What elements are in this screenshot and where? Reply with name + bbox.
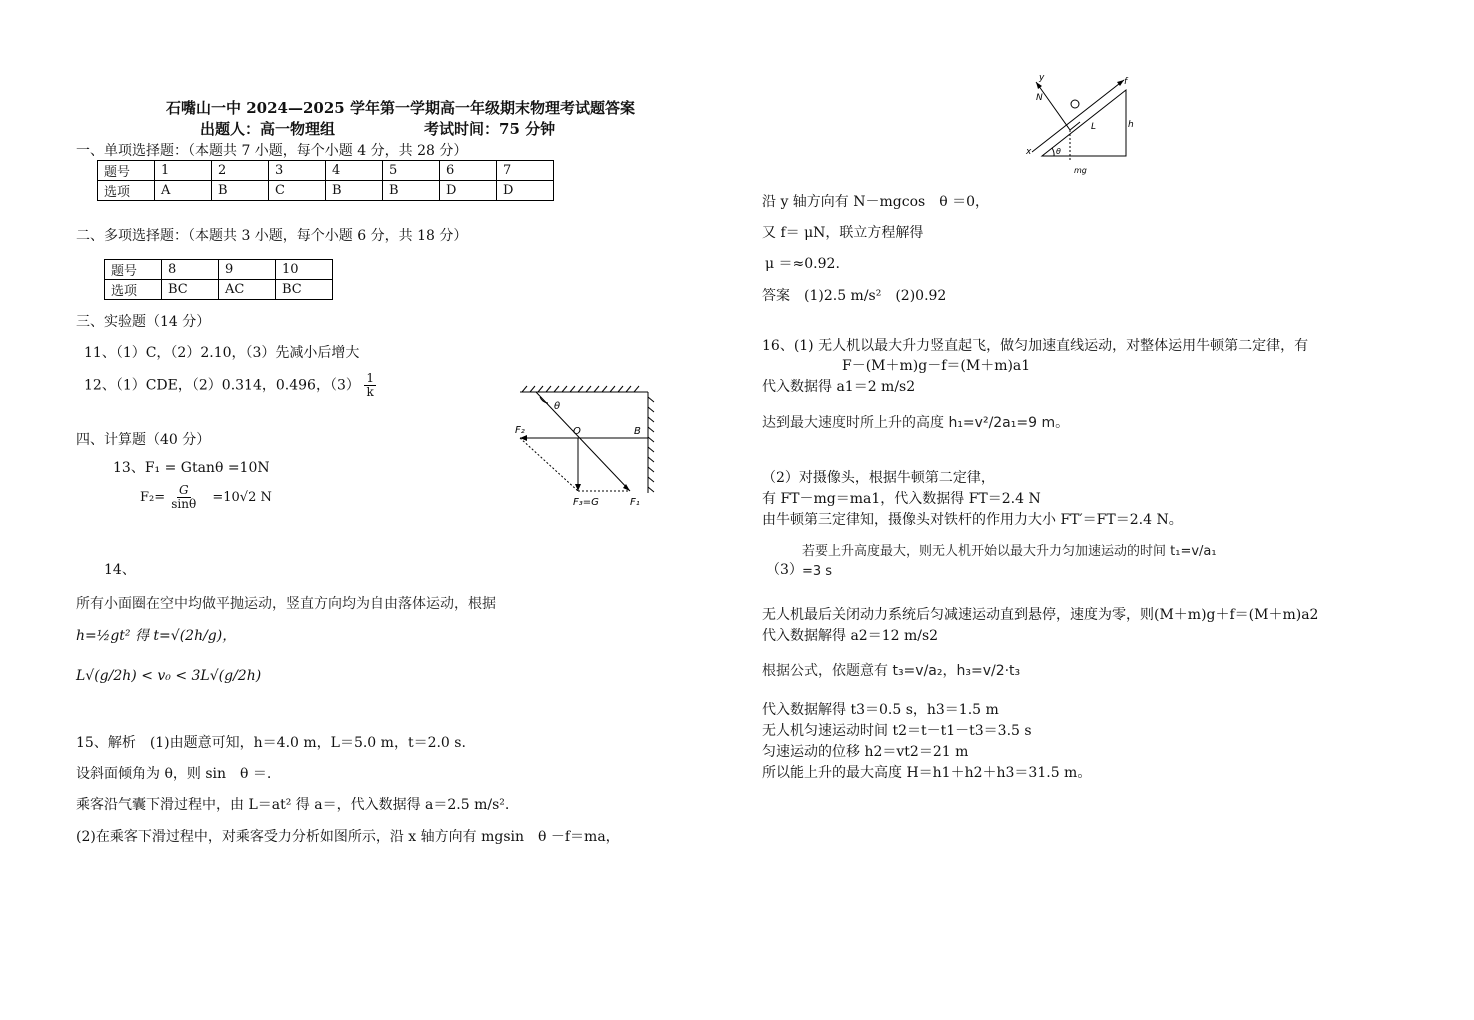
table-label-answer: 选项 — [105, 280, 162, 300]
table-cell: 10 — [276, 260, 333, 280]
label-y: y — [1039, 73, 1045, 83]
table-label-question: 题号 — [105, 260, 162, 280]
q13-f2-label: F₂= — [140, 490, 166, 505]
answer-q15-line7: μ ＝≈0.92. — [765, 256, 840, 272]
answer-q13-line2 — [140, 484, 272, 511]
answer-q16-line3: 代入数据得 a1＝2 m/s2 — [762, 379, 916, 395]
table-cell: 3 — [269, 161, 326, 181]
table-cell: D — [497, 181, 554, 201]
answer-q16-line9b: =3 s — [802, 564, 833, 579]
answer-q15-line6: 又 f＝ μN，联立方程解得 — [762, 225, 924, 241]
table-cell: 1 — [155, 161, 212, 181]
answer-q16-line5: （2）对摄像头，根据牛顿第二定律， — [762, 470, 995, 486]
answer-q15-final: 答案 (1)2.5 m/s² (2)0.92 — [762, 288, 947, 304]
answer-q16-line15: 匀速运动的位移 h2＝vt2＝21 m — [762, 744, 969, 760]
fraction-denominator: k — [366, 385, 374, 399]
table-cell: B — [212, 181, 269, 201]
table-cell: C — [269, 181, 326, 201]
label-f: f — [1124, 77, 1128, 87]
answer-q15-line1: 15、解析 (1)由题意可知，h＝4.0 m，L＝5.0 m，t＝2.0 s. — [76, 735, 466, 751]
table-label-answer: 选项 — [98, 181, 155, 201]
answer-q11: 11、（1）C，（2）2.10，（3）先减小后增大 — [84, 345, 360, 361]
fraction-denominator: sinθ — [171, 497, 197, 511]
label-f1: F₁ — [630, 497, 640, 508]
answer-q16-line16: 所以能上升的最大高度 H＝h1＋h2＋h3＝31.5 m。 — [762, 765, 1092, 781]
label-h: h — [1128, 120, 1134, 130]
answer-q16-line13: 代入数据解得 t3＝0.5 s，h3＝1.5 m — [762, 702, 999, 718]
label-mg: mg — [1074, 166, 1087, 175]
table-label-question: 题号 — [98, 161, 155, 181]
label-x: x — [1026, 147, 1032, 157]
answer-q15-line5: 沿 y 轴方向有 N－mgcos θ ＝0， — [762, 194, 989, 210]
answer-q16-line12: 根据公式，依题意有 t₃=v/a₂，h₃=v/2·t₃ — [762, 663, 1021, 679]
table-cell: BC — [276, 280, 333, 300]
table-cell: A — [155, 181, 212, 201]
force-diagram-incline — [1024, 72, 1144, 177]
answer-q16-line14: 无人机匀速运动时间 t2＝t－t1－t3＝3.5 s — [762, 723, 1032, 739]
section1-heading: 一、单项选择题：（本题共 7 小题，每个小题 4 分，共 28 分） — [76, 143, 468, 159]
fraction — [169, 484, 198, 511]
table-cell: B — [383, 181, 440, 201]
table-cell: 2 — [212, 161, 269, 181]
label-theta: θ — [1056, 147, 1061, 156]
answer-q16-line9a: （3） — [766, 562, 803, 578]
answer-q15-line4: (2)在乘客下滑过程中，对乘客受力分析如图所示，沿 x 轴方向有 mgsin θ －f＝ma， — [76, 829, 620, 845]
answer-q16-line10: 无人机最后关闭动力系统后匀减速运动直到悬停，速度为零，则(M＋m)g＋f＝(M＋m)a2 — [762, 607, 1319, 623]
label-f2: F₂ — [515, 425, 525, 436]
table-cell: 7 — [497, 161, 554, 181]
section2-heading: 二、多项选择题：（本题共 3 小题，每个小题 6 分，共 18 分） — [76, 228, 468, 244]
force-diagram-rope — [510, 385, 660, 510]
answer-q16-line7: 由牛顿第三定律知，摄像头对铁杆的作用力大小 FT′＝FT＝2.4 N。 — [762, 512, 1183, 528]
answer-q12 — [84, 372, 376, 399]
answer-q14-label: 14、 — [104, 562, 136, 578]
section3-heading: 三、实验题（14 分） — [76, 314, 211, 330]
multi-choice-table — [104, 259, 333, 300]
answer-q15-line2: 设斜面倾角为 θ，则 sin θ ＝. — [76, 766, 272, 782]
table-cell: BC — [162, 280, 219, 300]
page-title: 石嘴山一中 2024—2025 学年第一学期高一年级期末物理考试题答案 — [166, 99, 635, 117]
table-cell: 9 — [219, 260, 276, 280]
table-cell: AC — [219, 280, 276, 300]
label-o: O — [573, 426, 581, 437]
answer-q16-line6: 有 FT－mg＝ma1，代入数据得 FT＝2.4 N — [762, 491, 1041, 507]
label-theta: θ — [554, 401, 561, 412]
author-line: 出题人：高一物理组 — [200, 120, 336, 138]
table-cell: 5 — [383, 161, 440, 181]
answer-q16-line8: 若要上升高度最大，则无人机开始以最大升力匀加速运动的时间 t₁=v/a₁ — [802, 544, 1217, 559]
exam-time: 考试时间：75 分钟 — [424, 120, 556, 138]
fraction — [364, 372, 376, 399]
table-cell: 6 — [440, 161, 497, 181]
label-f3: F₃=G — [573, 497, 599, 508]
label-b: B — [634, 426, 641, 437]
q13-result: =10√2 N — [212, 490, 272, 505]
table-cell: 8 — [162, 260, 219, 280]
answer-q14-text: 所有小面圈在空中均做平抛运动，竖直方向均为自由落体运动，根据 — [76, 596, 496, 612]
answer-q12-text: 12、（1）CDE，（2）0.314，0.496，（3） — [84, 377, 360, 394]
answer-q13-line1: 13、F₁ = Gtanθ =10N — [113, 460, 270, 476]
answer-q15-line3: 乘客沿气囊下滑过程中，由 L＝at² 得 a＝，代入数据得 a＝2.5 m/s². — [76, 797, 510, 813]
answer-q16-line2: F－(M＋m)g－f＝(M＋m)a1 — [842, 358, 1031, 374]
section4-heading: 四、计算题（40 分） — [76, 432, 211, 448]
answer-q14-eq2: L√(g/2h) < v₀ < 3L√(g/2h) — [76, 668, 262, 684]
label-l: L — [1091, 122, 1097, 132]
fraction-numerator: 1 — [366, 371, 374, 385]
answer-q14-eq1: h=½gt² 得 t=√(2h/g)， — [76, 628, 237, 644]
single-choice-table — [97, 160, 554, 201]
table-cell: D — [440, 181, 497, 201]
answer-q16-line1: 16、(1) 无人机以最大升力竖直起飞，做匀加速直线运动，对整体运用牛顿第二定律，有 — [762, 338, 1309, 354]
table-cell: 4 — [326, 161, 383, 181]
answer-q16-line11: 代入数据解得 a2＝12 m/s2 — [762, 628, 939, 644]
answer-q16-line4: 达到最大速度时所上升的高度 h₁=v²/2a₁=9 m。 — [762, 415, 1070, 431]
fraction-numerator: G — [178, 483, 189, 497]
label-n: N — [1036, 93, 1043, 103]
table-cell: B — [326, 181, 383, 201]
